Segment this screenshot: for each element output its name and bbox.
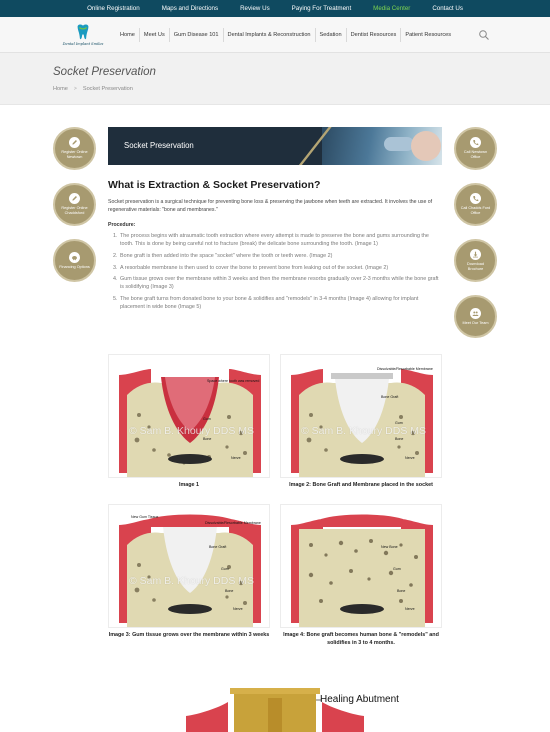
figure-5[interactable] [108, 664, 442, 732]
logo-text: Dental Implant Smiles [62, 42, 104, 46]
figure-3-label-bone-graft: Bone Graft [209, 545, 227, 549]
figure-4-label-bone: Bone [397, 589, 406, 593]
page-banner [108, 127, 442, 165]
left-quick-links [53, 127, 97, 295]
figure-1-image[interactable] [108, 354, 270, 478]
tooth-logo-icon [74, 23, 92, 41]
figure-4-label-nerve: Nerve [405, 607, 415, 611]
extraction-socket-diagram [109, 355, 270, 478]
article-intro: Socket preservation is a surgical technique for preventing bone loss & preserving the jawbone when teeth are extracted. It involves the use of regenerative materials: "bone and membranes." [108, 199, 433, 213]
breadcrumb-current: Socket Preservation [82, 86, 133, 92]
topbar-maps-directions[interactable]: Maps and Directions [161, 5, 219, 12]
figure-2-label-bone: Bone [395, 437, 404, 441]
search-icon[interactable] [478, 29, 490, 41]
figure-1-caption: Image 1 [178, 482, 200, 488]
breadcrumb-separator: > [73, 86, 77, 92]
figure-3-caption: Image 3: Gum tissue grows over the membrane within 3 weeks [108, 632, 270, 638]
nav-meet-us[interactable]: Meet Us [140, 28, 170, 42]
procedure-label: Procedure: [108, 222, 136, 229]
nav-home[interactable]: Home [116, 28, 140, 42]
figure-2-label-membrane: Dissolvable/Resorbable Membrane [377, 367, 433, 371]
figure-3-watermark: © Sam B. Khoury DDS MS [129, 575, 255, 587]
phone-icon [470, 193, 481, 204]
topbar-media-center[interactable]: Media Center [373, 5, 411, 12]
figure-4-label-new-bone: New Bone [381, 545, 398, 549]
pen-icon [69, 137, 80, 148]
main-content [108, 127, 442, 316]
site-logo[interactable] [62, 20, 104, 50]
figure-1-label-space: Space where tooth was removed [207, 379, 260, 383]
figure-1-watermark: © Sam B. Khoury DDS MS [129, 425, 255, 437]
download-icon [470, 249, 481, 260]
bone-remodel-diagram [281, 505, 442, 628]
figure-3-image[interactable] [108, 504, 270, 628]
nav-patient-resources[interactable]: Patient Resources [405, 31, 452, 38]
page-title: Socket Preservation [53, 66, 156, 78]
register-online-chaddsford-button[interactable] [53, 183, 96, 226]
nav-sedation[interactable]: Sedation [316, 28, 347, 42]
financing-options-button[interactable] [53, 239, 96, 282]
figure-3-label-new-gum: New Gum Tissue [131, 515, 159, 519]
piggy-bank-icon [69, 252, 80, 263]
figure-2-image[interactable] [280, 354, 442, 478]
figure-2-caption: Image 2: Bone Graft and Membrane placed in the socket [289, 482, 433, 488]
breadcrumb-home[interactable]: Home [53, 86, 68, 92]
figure-4-caption: Image 4: Bone graft becomes human bone & "remodels" and solidifies in 3 to 4 months. [283, 632, 439, 646]
figure-3-label-gum: Gum [221, 567, 229, 571]
topbar-online-registration[interactable]: Online Registration [87, 5, 140, 12]
procedure-step: 5. The bone graft turns from donated bone to your bone & solidifies and "remodels" in 3-4 months (Image 4) allowing for implant placement in wide bone (Image 5) [119, 296, 442, 312]
site-header [0, 17, 550, 53]
figure-1-label-gum: Gum [203, 417, 211, 421]
financing-options-label: Financing Options [59, 264, 90, 269]
banner-title: Socket Preservation [124, 141, 194, 150]
banner-photo-patient [411, 131, 441, 161]
figure-4-image[interactable] [280, 504, 442, 628]
nav-dentist-resources[interactable]: Dentist Resources [347, 28, 402, 42]
phone-icon [470, 137, 481, 148]
figure-1 [108, 354, 270, 489]
article-heading: What is Extraction & Socket Preservation? [108, 179, 321, 191]
register-online-newtown-label: Register Online Newtown [61, 150, 88, 159]
procedure-step: 3. A resorbable membrane is then used to cover the bone to prevent bone from leaking out of the socket. (Image 2) [119, 265, 442, 273]
topbar-contact-us[interactable]: Contact Us [432, 5, 463, 12]
register-online-chaddsford-label: Register Online Chaddsford [61, 206, 88, 215]
figure-2 [280, 354, 442, 489]
call-newtown-office-label: Call Newtown Office [463, 150, 488, 159]
nav-gum-disease[interactable]: Gum Disease 101 [170, 28, 224, 42]
figure-3 [108, 504, 270, 639]
figure-4-label-gum: Gum [393, 567, 401, 571]
meet-our-team-label: Meet Our Team [462, 320, 489, 325]
figure-2-watermark: © Sam B. Khoury DDS MS [301, 425, 427, 437]
call-newtown-office-button[interactable] [454, 127, 497, 170]
page-title-band [0, 53, 550, 105]
procedure-steps [108, 233, 442, 311]
procedure-step: 4. Gum tissue grows over the membrane within 3 weeks and then the membrane resorbs gradually over 2-3 months while the bone graft is solidifying (Image 3) [119, 276, 442, 292]
figure-3-label-membrane: Dissolvable/Resorbable Membrane [205, 521, 261, 525]
nav-dental-implants[interactable]: Dental Implants & Reconstruction [224, 28, 316, 42]
top-utility-bar [0, 0, 550, 17]
procedure-step: 1. The process begins with atraumatic tooth extraction where every attempt is made to preserve the bone and gums surrounding the tooth. This is done by being careful not to fracture (break) the delicate bone surrounding the tooth. (Image 1) [119, 233, 442, 249]
figure-4 [280, 504, 442, 647]
figure-2-label-bone-graft: Bone Graft [381, 395, 399, 399]
banner-photo-glove [384, 137, 414, 151]
figure-1-label-nerve: Nerve [231, 456, 241, 460]
pen-icon [69, 193, 80, 204]
bone-graft-membrane-diagram [281, 355, 442, 478]
right-quick-links [454, 127, 498, 351]
topbar-paying-for-treatment[interactable]: Paying For Treatment [291, 5, 352, 12]
download-brochure-label: Download Brochure [467, 262, 484, 271]
call-chadds-ford-office-label: Call Chadds Ford Office [460, 206, 491, 215]
main-navigation [116, 17, 455, 53]
meet-our-team-button[interactable] [454, 295, 497, 338]
figure-3-label-nerve: Nerve [233, 607, 243, 611]
call-chadds-ford-office-button[interactable] [454, 183, 497, 226]
figure-3-label-bone: Bone [225, 589, 234, 593]
procedure-step: 2. Bone graft is then added into the space "socket" where the tooth or teeth were. (Image 2) [119, 253, 442, 261]
healing-abutment-label: Healing Abutment [320, 694, 399, 705]
figure-1-label-bone: Bone [203, 437, 212, 441]
figure-2-label-nerve: Nerve [405, 456, 415, 460]
download-brochure-button[interactable] [454, 239, 497, 282]
figure-2-label-gum: Gum [395, 421, 403, 425]
team-icon [470, 308, 481, 319]
topbar-review-us[interactable]: Review Us [240, 5, 270, 12]
breadcrumb [53, 86, 550, 92]
register-online-newtown-button[interactable] [53, 127, 96, 170]
